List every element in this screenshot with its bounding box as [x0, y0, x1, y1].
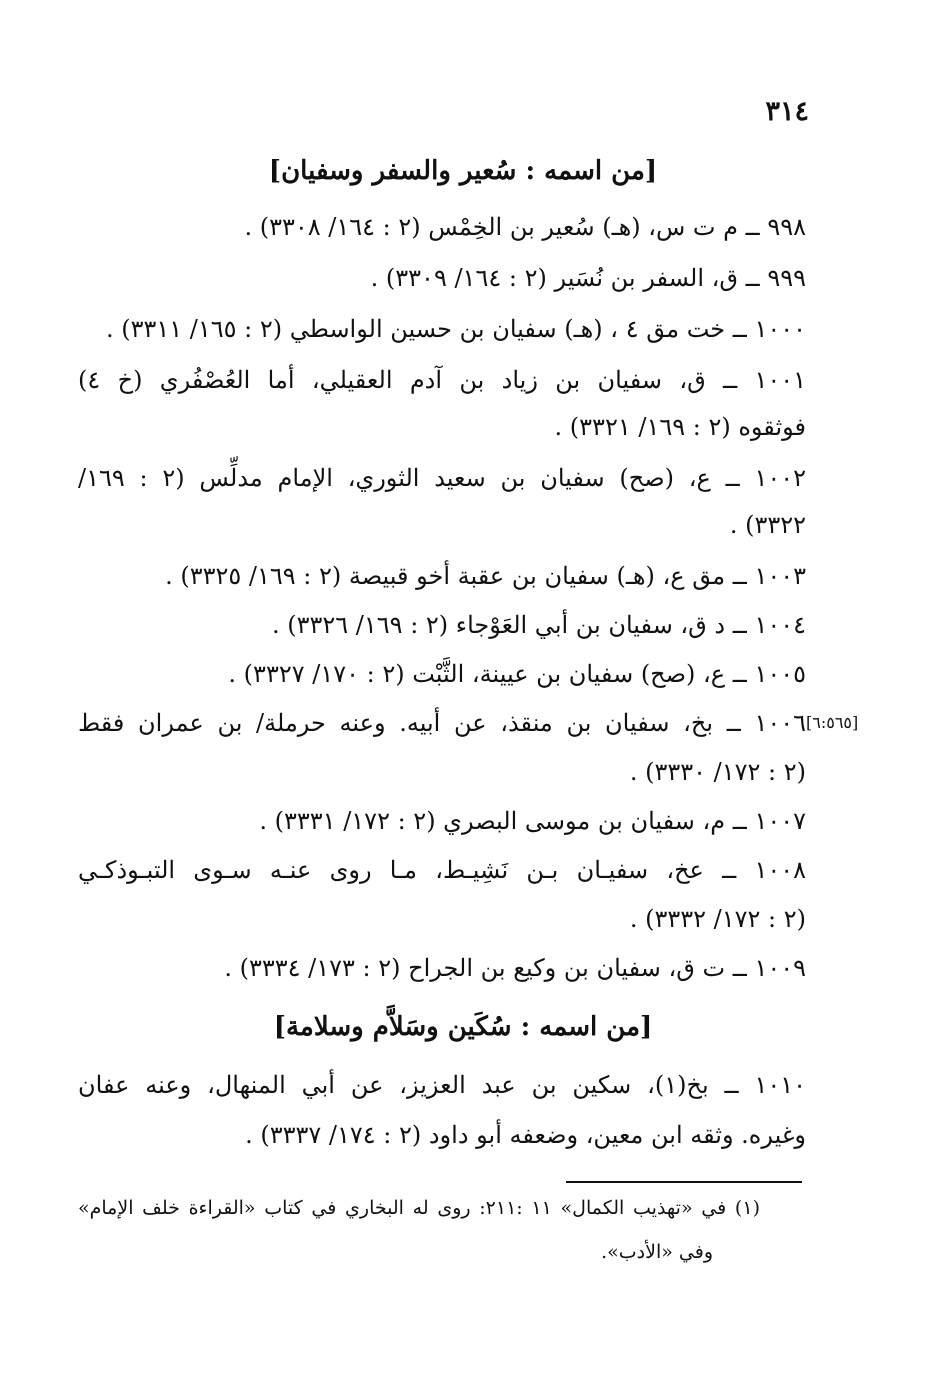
section-heading-sukayn-sallam-salama: [من اسمه : سُكَين وسَلاَّم وسلامة] [273, 1012, 653, 1042]
entry-1010-continuation: وغيره. وثقه ابن معين، وضعفه أبو داود (٢ : ١٧٤/ ٣٣٣٧) . [245, 1121, 806, 1149]
page-number: ٣١٤ [765, 96, 809, 127]
entry-999: ٩٩٩ ــ ق، السفر بن نُسَير (٢ : ١٦٤/ ٣٣٠٩) . [370, 264, 806, 292]
footnote-1-continuation: وفي «الأدب». [601, 1241, 713, 1263]
footnote-1: (١) في «تهذيب الكمال» ١١ :٢١١: روى له البخاري في كتاب «القراءة خلف الإمام» [78, 1197, 760, 1219]
entry-1010: ١٠١٠ ــ بخ(١)، سكين بن عبد العزيز، عن أبي المنهال، وعنه عفان [78, 1071, 806, 1099]
entry-1001: ١٠٠١ ــ ق، سفيان بن زياد بن آدم العقيلي، أما العُصْفُري (خ ٤) [78, 366, 806, 394]
entry-1004: ١٠٠٤ ــ د ق، سفيان بن أبي العَوْجاء (٢ : ١٦٩/ ٣٣٢٦) . [271, 611, 806, 639]
entry-1008-continuation: (٢ : ١٧٢/ ٣٣٣٢) . [629, 905, 806, 933]
entry-1007: ١٠٠٧ ــ م، سفيان بن موسى البصري (٢ : ١٧٢/ ٣٣٣١) . [259, 807, 806, 835]
entry-1009: ١٠٠٩ ــ ت ق، سفيان بن وكيع بن الجراح (٢ : ١٧٣/ ٣٣٣٤) . [224, 954, 806, 982]
footnote-separator [566, 1181, 802, 1183]
entry-1006-continuation: (٢ : ١٧٢/ ٣٣٣٠) . [629, 758, 806, 786]
entry-1001-continuation: فوثقوه (٢ : ١٦٩/ ٣٣٢١) . [554, 413, 806, 441]
entry-998: ٩٩٨ ــ م ت س، (هـ) سُعير بن الخِمْس (٢ : ١٦٤/ ٣٣٠٨) . [244, 213, 806, 241]
entry-1003: ١٠٠٣ ــ مق ع، (هـ) سفيان بن عقبة أخو قبيصة (٢ : ١٦٩/ ٣٣٢٥) . [165, 562, 806, 590]
entry-1005: ١٠٠٥ ــ ع، (صح) سفيان بن عيينة، الثَّبْت (٢ : ١٧٠/ ٣٣٢٧) . [228, 660, 806, 688]
entry-1002-continuation: ٣٣٢٢) . [729, 511, 806, 539]
entry-1008: ١٠٠٨ ــ عخ، سفيـان بـن نَشِيـط، مـا روى عنـه سـوى التبـوذكـي [78, 856, 806, 884]
entry-1000: ١٠٠٠ ــ خت مق ٤ ، (هـ) سفيان بن حسين الواسطي (٢ : ١٦٥/ ٣٣١١) . [105, 315, 806, 343]
margin-reference-note: [٦:٥٦٥] [806, 713, 859, 732]
entry-1006: ١٠٠٦ ــ بخ، سفيان بن منقذ، عن أبيه. وعنه حرملة/ بن عمران فقط [78, 709, 806, 737]
entry-1002: ١٠٠٢ ــ ع، (صح) سفيان بن سعيد الثوري، الإمام مدلِّس (٢ : ١٦٩/ [78, 464, 806, 492]
section-heading-suayr-safar-sufyan: [من اسمه : سُعير والسفر وسفيان] [268, 156, 658, 186]
